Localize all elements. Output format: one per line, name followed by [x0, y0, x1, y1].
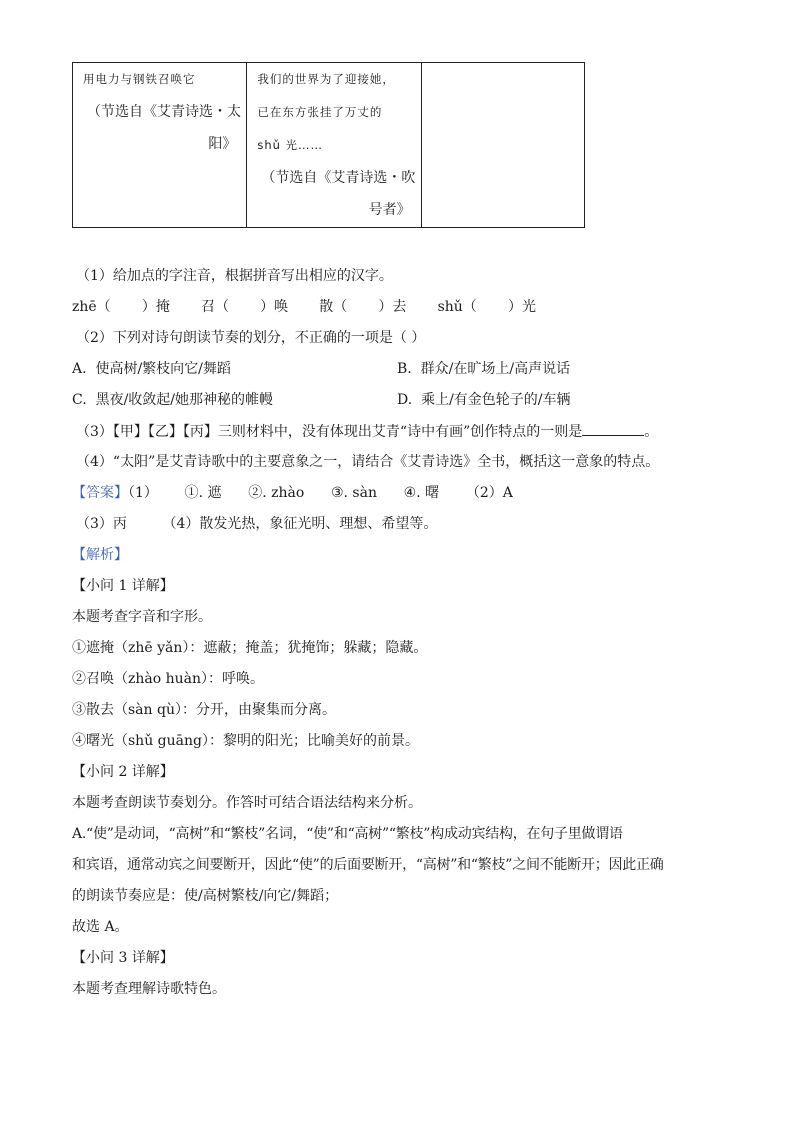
question-1-title: （1）给加点的字注音，根据拼音写出相应的汉字。: [76, 268, 393, 284]
question-3-text: （3）【甲】【乙】【丙】三则材料中，没有体现出艾青“诗中有画”创作特点的一则是: [76, 424, 583, 440]
analysis-paragraph: A.“使”是动词，“高树”和“繁枝”名词，“使”和“高树”“繁枝”构成动宾结构，在句子里做谓语: [72, 826, 623, 842]
poem-cell-jia: [73, 63, 247, 228]
question-3-end: 。: [644, 424, 659, 440]
question-4: （4）“太阳”是艾青诗歌中的主要意象之一，请结合《艾青诗选》全书，概括这一意象的特点。: [76, 454, 660, 470]
answer-blank: [582, 421, 644, 436]
question-3: [76, 421, 658, 442]
poem-source: 号者》: [368, 202, 411, 218]
poem-source: 阳》: [208, 136, 237, 152]
analysis-label: 【解析】: [72, 547, 128, 563]
question-1-items: zhē（ ）掩 召（ ）唤 散（ ）去 shǔ（ ）光: [72, 299, 536, 315]
poem-cell-bing: [421, 63, 584, 228]
poem-source: （节选自《艾青诗选・吹: [261, 170, 416, 186]
option-c: C. 黑夜/收敛起/她那神秘的帷幔: [72, 392, 273, 408]
subquestion-1-heading: 【小问 1 详解】: [72, 578, 174, 594]
poem-table: [72, 62, 585, 228]
subquestion-2-heading: 【小问 2 详解】: [72, 764, 174, 780]
analysis-paragraph: 本题考查字音和字形。: [72, 609, 212, 625]
answer-label: 【答案】: [72, 485, 128, 501]
analysis-paragraph: ④曙光（shǔ guāng）：黎明的阳光；比喻美好的前景。: [72, 733, 419, 749]
poem-line: 已在东方张挂了万丈的: [257, 105, 383, 119]
analysis-paragraph: 和宾语，通常动宾之间要断开，因此“使”的后面要断开，“高树”和“繁枝”之间不能断开；因此正确: [72, 857, 664, 873]
question-2-title: （2）下列对诗句朗读节奏的划分，不正确的一项是（ ）: [76, 330, 426, 346]
poem-line: shǔ 光……: [257, 138, 324, 152]
option-b: B. 群众/在旷场上/高声说话: [397, 361, 571, 377]
option-d: D. 乘上/有金色轮子的/车辆: [397, 392, 571, 408]
subquestion-3-heading: 【小问 3 详解】: [72, 950, 174, 966]
analysis-paragraph: 本题考查理解诗歌特色。: [72, 981, 226, 997]
poem-line: 用电力与钢铁召唤它: [83, 72, 196, 86]
analysis-paragraph: ②召唤（zhào huàn）：呼唤。: [72, 671, 265, 687]
analysis-paragraph: 故选 A。: [72, 919, 129, 935]
poem-source: （节选自《艾青诗选・太: [87, 104, 241, 120]
analysis-paragraph: ①遮掩（zhē yǎn）：遮蔽；掩盖；犹掩饰；躲藏；隐藏。: [72, 640, 428, 656]
poem-cell-yi: [247, 63, 421, 228]
analysis-paragraph: ③散去（sàn qù）：分开，由聚集而分离。: [72, 702, 336, 718]
option-a: A. 使高树/繁枝向它/舞蹈: [72, 361, 231, 377]
poem-line: 我们的世界为了迎接她，: [257, 72, 395, 86]
answer-text-1: （1） ①. 遮 ②. zhào ③. sàn ④. 曙 （2）A: [128, 485, 513, 501]
answer-line-1: [72, 483, 513, 503]
answer-line-2: （3）丙 （4）散发光热，象征光明、理想、希望等。: [76, 516, 438, 532]
analysis-paragraph: 的朗读节奏应是：使/高树繁枝/向它/舞蹈；: [72, 888, 339, 904]
analysis-paragraph: 本题考查朗读节奏划分。作答时可结合语法结构来分析。: [72, 795, 422, 811]
